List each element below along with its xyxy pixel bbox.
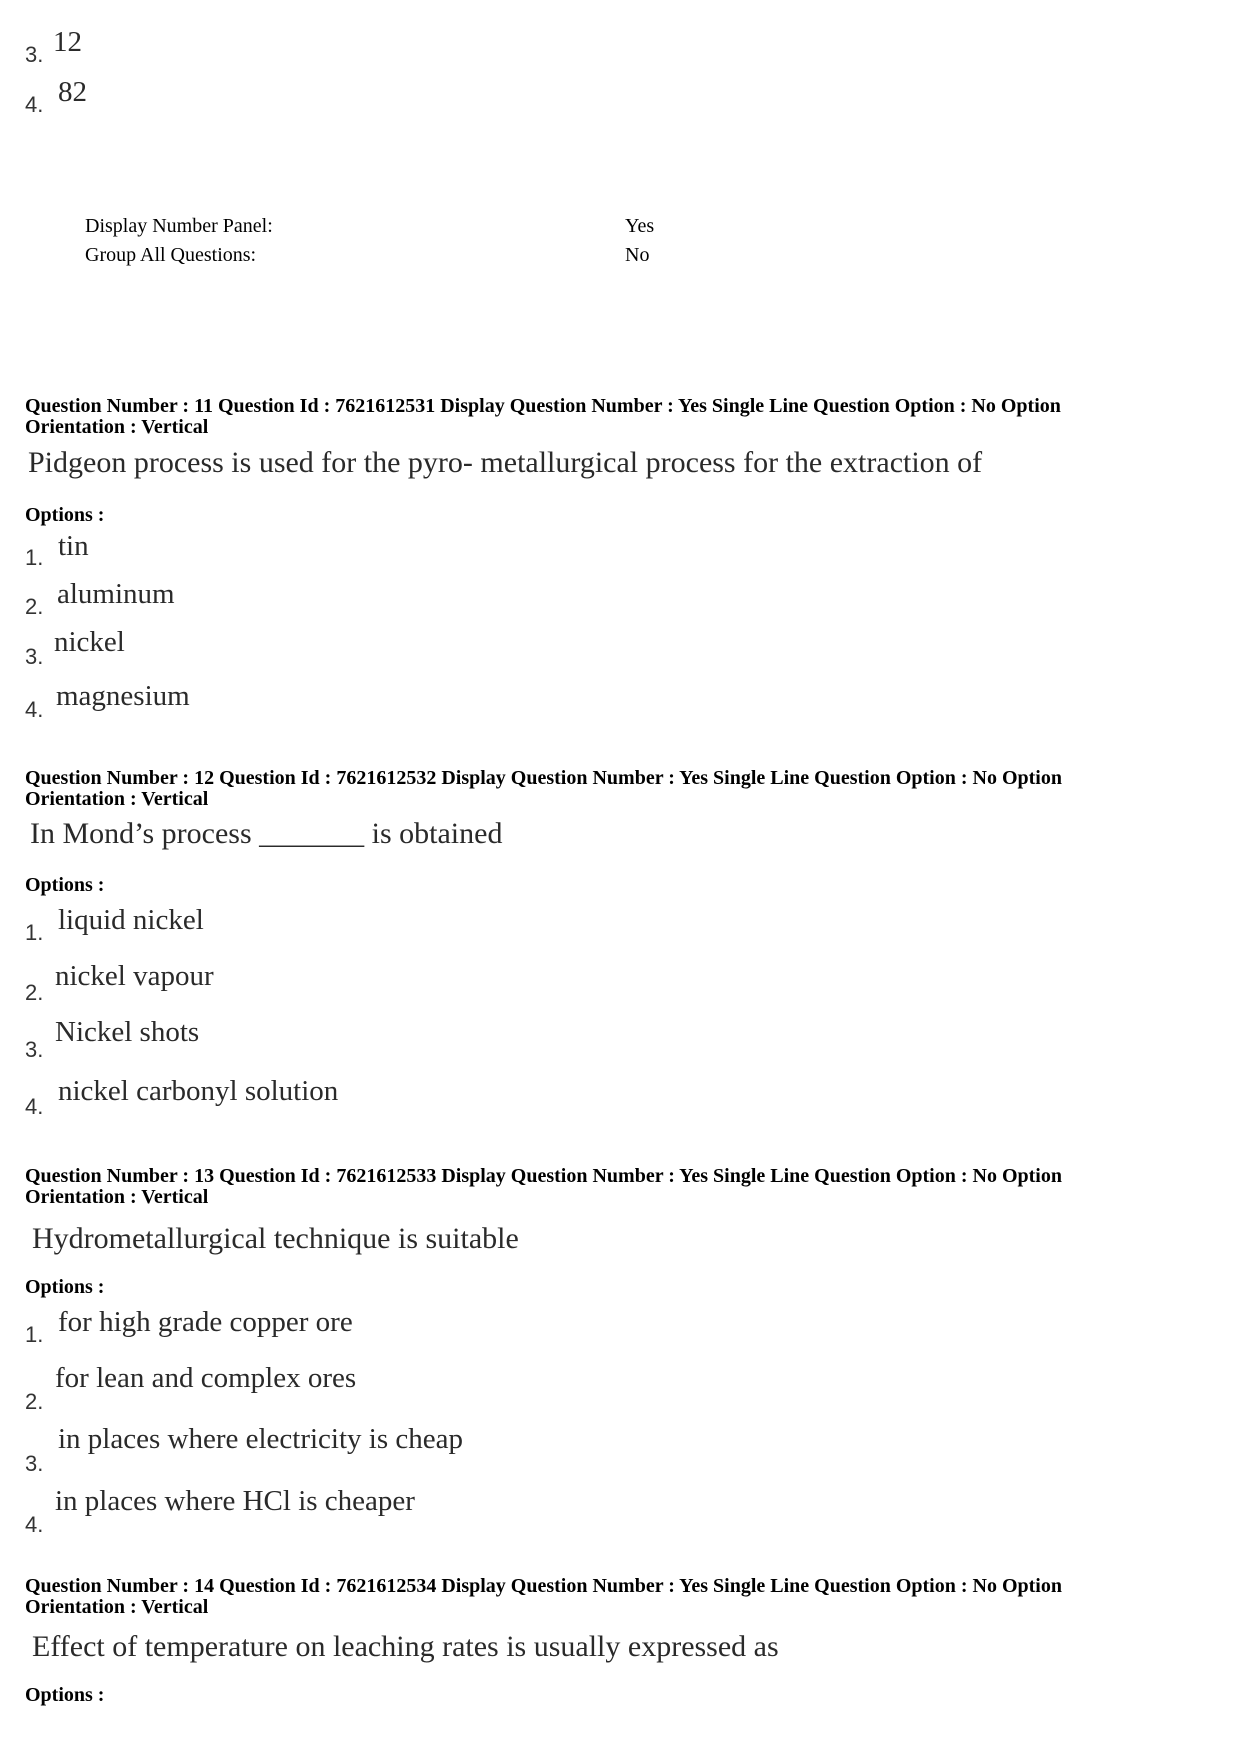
- option-number: 4.: [25, 1094, 44, 1119]
- question-meta-line: Orientation : Vertical: [25, 788, 209, 810]
- option-text: for high grade copper ore: [58, 1306, 353, 1338]
- option-number: 4.: [25, 1512, 44, 1537]
- option-number: 4.: [25, 92, 44, 117]
- question-text: Hydrometallurgical technique is suitable: [32, 1222, 519, 1255]
- option-number: 1.: [25, 545, 44, 570]
- question-text: In Mond’s process _______ is obtained: [30, 817, 503, 850]
- question-meta: [25, 1166, 1215, 1208]
- setting-value: No: [625, 244, 650, 266]
- option-number: 3.: [25, 1451, 44, 1476]
- option-text: nickel vapour: [55, 960, 214, 992]
- option-text: tin: [58, 530, 89, 562]
- option-text: for lean and complex ores: [55, 1362, 357, 1394]
- option-number: 3.: [25, 644, 44, 669]
- setting-value: Yes: [625, 215, 655, 237]
- question-meta-line: Question Number : 12 Question Id : 7621612532 Display Question Number : Yes Single Line Question Option : No Option: [25, 767, 1062, 789]
- question-meta-line: Question Number : 11 Question Id : 7621612531 Display Question Number : Yes Single Line Question Option : No Option: [25, 395, 1061, 417]
- options-label: Options :: [25, 1684, 105, 1706]
- option-text: nickel: [54, 626, 125, 658]
- option-number: 1.: [25, 920, 44, 945]
- option-number: 2.: [25, 1389, 44, 1414]
- setting-label: Display Number Panel:: [85, 215, 273, 237]
- option-text: 12: [53, 26, 82, 58]
- question-meta-line: Question Number : 13 Question Id : 7621612533 Display Question Number : Yes Single Line Question Option : No Option: [25, 1165, 1062, 1187]
- option-number: 2.: [25, 980, 44, 1005]
- option-text: liquid nickel: [58, 904, 204, 936]
- question-meta-line: Orientation : Vertical: [25, 416, 209, 438]
- setting-label: Group All Questions:: [85, 244, 257, 266]
- options-label: Options :: [25, 504, 105, 526]
- options-label: Options :: [25, 1276, 105, 1298]
- option-text: aluminum: [57, 578, 175, 610]
- question-meta-line: Orientation : Vertical: [25, 1596, 209, 1618]
- question-text: Effect of temperature on leaching rates is usually expressed as: [32, 1630, 779, 1663]
- option-number: 4.: [25, 697, 44, 722]
- options-label: Options :: [25, 874, 105, 896]
- option-text: magnesium: [56, 680, 190, 712]
- option-number: 1.: [25, 1322, 44, 1347]
- question-meta: [25, 1576, 1215, 1618]
- option-text: in places where electricity is cheap: [58, 1423, 463, 1455]
- question-meta-line: Question Number : 14 Question Id : 7621612534 Display Question Number : Yes Single Line Question Option : No Option: [25, 1575, 1062, 1597]
- question-meta-line: Orientation : Vertical: [25, 1186, 209, 1208]
- question-meta: [25, 768, 1215, 810]
- option-text: nickel carbonyl solution: [58, 1075, 339, 1107]
- option-number: 3.: [25, 42, 44, 67]
- question-text: Pidgeon process is used for the pyro- metallurgical process for the extraction of: [28, 446, 983, 479]
- option-text: Nickel shots: [55, 1016, 200, 1048]
- option-number: 2.: [25, 594, 44, 619]
- option-number: 3.: [25, 1037, 44, 1062]
- question-meta: [25, 396, 1215, 438]
- option-text: in places where HCl is cheaper: [55, 1485, 415, 1517]
- option-text: 82: [58, 76, 87, 108]
